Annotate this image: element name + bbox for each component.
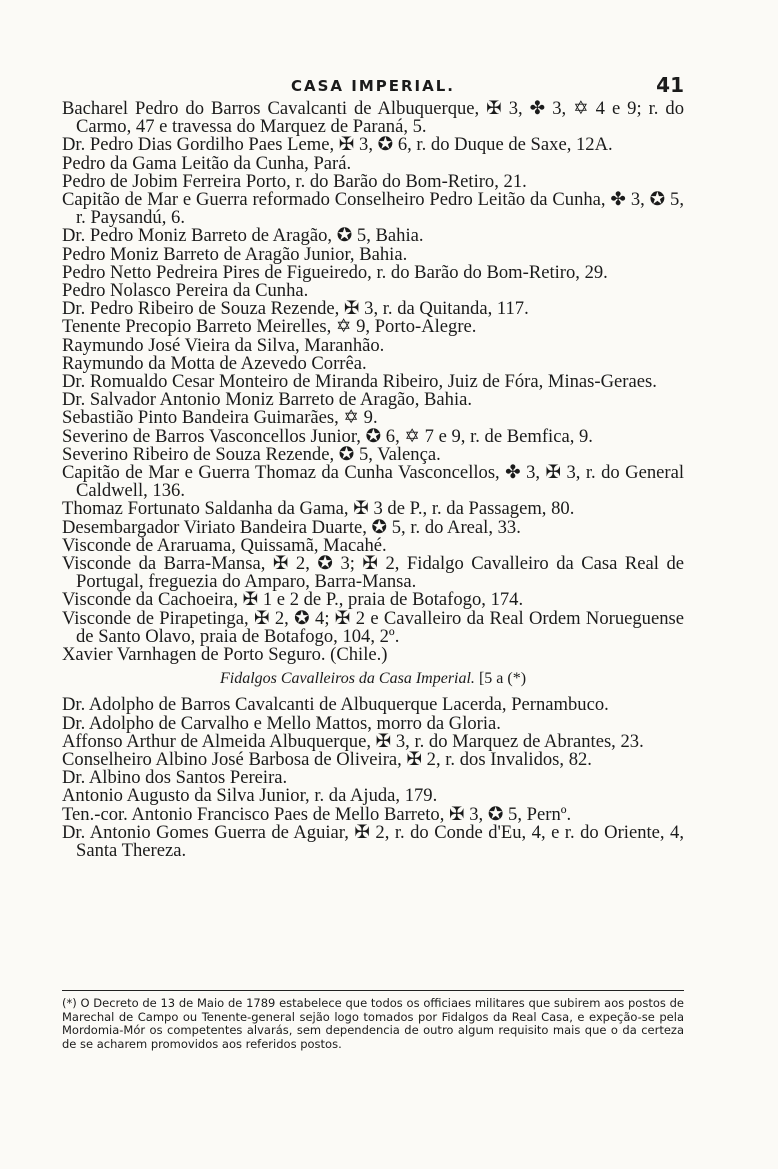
entry: Bacharel Pedro do Barros Cavalcanti de Albuquerque, ✠ 3, ✤ 3, ✡ 4 e 9; r. do Carmo, 47 e travessa do Marquez de Paraná, 5. xyxy=(62,98,684,138)
running-title: CASA IMPERIAL. xyxy=(291,77,455,95)
entry: Raymundo José Vieira da Silva, Maranhão. xyxy=(62,334,385,356)
entry: Pedro de Jobim Ferreira Porto, r. do Barão do Bom-Retiro, 21. xyxy=(62,170,527,192)
section-title: Fidalgos Cavalleiros da Casa Imperial. xyxy=(219,670,475,688)
entry: Pedro Netto Pedreira Pires de Figueiredo, r. do Barão do Bom-Retiro, 29. xyxy=(62,261,608,283)
entry: Visconde de Pirapetinga, ✠ 2, ✪ 4; ✠ 2 e Cavalleiro da Real Ordem Norueguense de Santo Olavo, praia de Botafogo, 104, 2º. xyxy=(62,607,684,647)
entry: Visconde de Araruama, Quissamã, Macahé. xyxy=(62,534,387,556)
entry: Visconde da Barra-Mansa, ✠ 2, ✪ 3; ✠ 2, Fidalgo Cavalleiro da Casa Real de Portugal, freguezia do Amparo, Barra-Mansa. xyxy=(62,553,684,593)
footnote: (*) O Decreto de 13 de Maio de 1789 estabelece que todos os officiaes militares que subirem aos postos de Marechal de Campo ou Tenente-general sejão logo tomados por Fidalgos da Real Casa, e expeção-se pela Mordomia-Mór os competentes alvarás, sem dependencia de outro algum requisito mais que o da certeza de se acharem promovidos aos referidos postos. xyxy=(62,996,684,1051)
section-entry: Ten.-cor. Antonio Francisco Paes de Mello Barreto, ✠ 3, ✪ 5, Pernº. xyxy=(62,803,572,825)
entry: Sebastião Pinto Bandeira Guimarães, ✡ 9. xyxy=(62,407,378,429)
entry: Thomaz Fortunato Saldanha da Gama, ✠ 3 de P., r. da Passagem, 80. xyxy=(62,498,575,520)
entry: Tenente Precopio Barreto Meirelles, ✡ 9, Porto-Alegre. xyxy=(62,316,477,338)
entry: Severino Ribeiro de Souza Rezende, ✪ 5, Valença. xyxy=(62,443,441,465)
running-head xyxy=(62,74,684,98)
section-heading xyxy=(62,664,684,696)
section-reference: [5 a (*) xyxy=(478,670,527,688)
entry: Pedro da Gama Leitão da Cunha, Pará. xyxy=(62,152,352,174)
entry: Desembargador Viriato Bandeira Duarte, ✪ 5, r. do Areal, 33. xyxy=(62,516,521,538)
entry: Severino de Barros Vasconcellos Junior, ✪ 6, ✡ 7 e 9, r. de Bemfica, 9. xyxy=(62,425,593,447)
section-entry: Dr. Adolpho de Barros Cavalcanti de Albuquerque Lacerda, Pernambuco. xyxy=(62,694,609,716)
section-entry: Dr. Albino dos Santos Pereira. xyxy=(62,767,288,789)
entry: Dr. Salvador Antonio Moniz Barreto de Aragão, Bahia. xyxy=(62,389,473,411)
page-number: 41 xyxy=(656,73,684,97)
entry: Capitão de Mar e Guerra Thomaz da Cunha Vasconcellos, ✤ 3, ✠ 3, r. do General Caldwell, 136. xyxy=(62,462,684,502)
section-entry: Conselheiro Albino José Barbosa de Oliveira, ✠ 2, r. dos Invalidos, 82. xyxy=(62,748,592,770)
section-entry: Dr. Antonio Gomes Guerra de Aguiar, ✠ 2, r. do Conde d'Eu, 4, e r. do Oriente, 4, Santa Thereza. xyxy=(62,821,684,861)
entry: Dr. Pedro Dias Gordilho Paes Leme, ✠ 3, ✪ 6, r. do Duque de Saxe, 12A. xyxy=(62,134,613,156)
section-entry: Affonso Arthur de Almeida Albuquerque, ✠ 3, r. do Marquez de Abrantes, 23. xyxy=(62,730,644,752)
entry: Dr. Pedro Moniz Barreto de Aragão, ✪ 5, Bahia. xyxy=(62,225,424,247)
entry: Visconde da Cachoeira, ✠ 1 e 2 de P., praia de Botafogo, 174. xyxy=(62,589,524,611)
footnote-divider xyxy=(62,990,684,991)
section-entry: Dr. Adolpho de Carvalho e Mello Mattos, morro da Gloria. xyxy=(62,712,501,734)
entry: Pedro Moniz Barreto de Aragão Junior, Bahia. xyxy=(62,243,408,265)
entry: Capitão de Mar e Guerra reformado Conselheiro Pedro Leitão da Cunha, ✤ 3, ✪ 5, r. Paysandú, 6. xyxy=(62,189,684,229)
entry: Xavier Varnhagen de Porto Seguro. (Chile.) xyxy=(62,644,388,666)
entry: Dr. Romualdo Cesar Monteiro de Miranda Ribeiro, Juiz de Fóra, Minas-Geraes. xyxy=(62,371,657,393)
entry: Pedro Nolasco Pereira da Cunha. xyxy=(62,280,309,302)
entry-list xyxy=(62,100,684,860)
entry: Raymundo da Motta de Azevedo Corrêa. xyxy=(62,352,367,374)
section-entry: Antonio Augusto da Silva Junior, r. da Ajuda, 179. xyxy=(62,785,438,807)
entry: Dr. Pedro Ribeiro de Souza Rezende, ✠ 3, r. da Quitanda, 117. xyxy=(62,298,529,320)
